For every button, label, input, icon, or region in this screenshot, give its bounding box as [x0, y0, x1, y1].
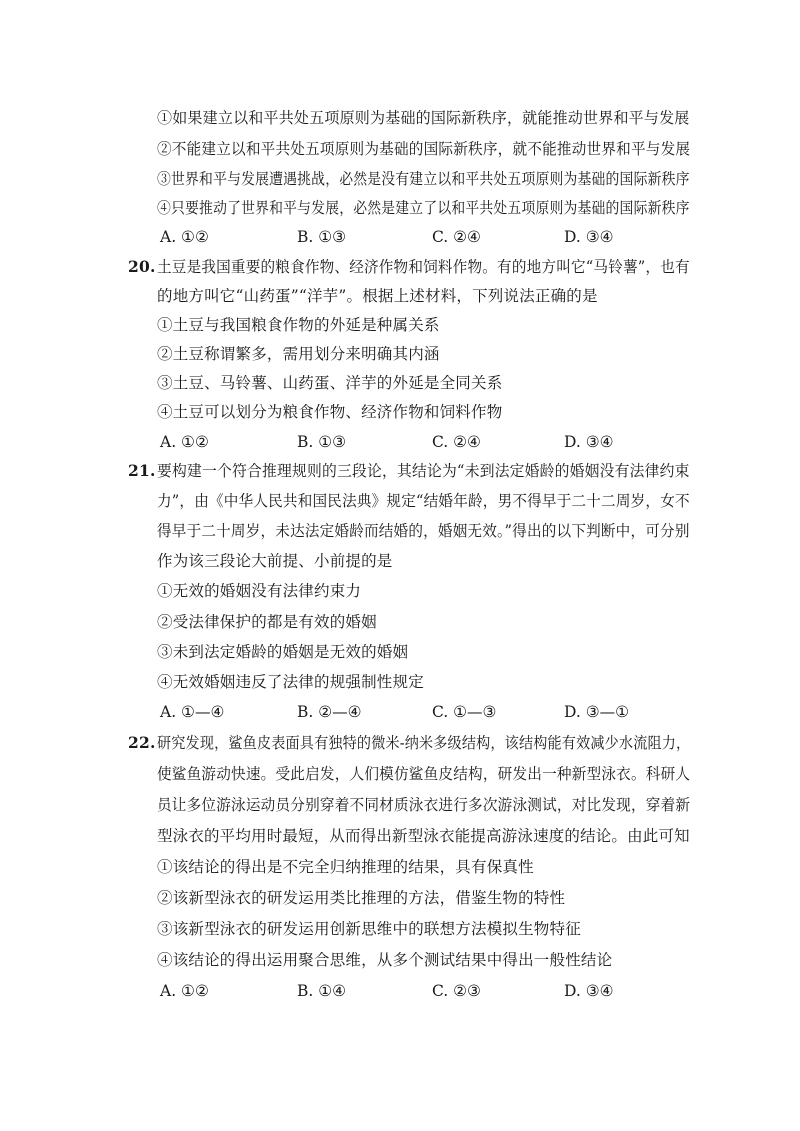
q20-statement-1: ①土豆与我国粮食作物的外延是种属关系: [157, 316, 440, 334]
q22-option-a: A. ①②: [160, 982, 209, 1000]
q20-option-a: A. ①②: [160, 433, 209, 451]
q21-statement-2: ②受法律保护的都是有效的婚姻: [157, 613, 377, 631]
q21-stem-line-3: 得早于二十周岁，未达法定婚龄而结婚的，婚姻无效。”得出的以下判断中，可分别: [157, 522, 690, 540]
q22-stem-line-3: 员让多位游泳运动员分别穿着不同材质泳衣进行多次游泳测试，对比发现，穿着新: [157, 796, 691, 814]
q22-option-c: C. ②③: [432, 982, 481, 1000]
q19-statement-1: ①如果建立以和平共处五项原则为基础的国际新秩序，就能推动世界和平与发展: [157, 109, 690, 127]
q22-stem-line-2: 使鲨鱼游动快速。受此启发，人们模仿鲨鱼皮结构，研发出一种新型泳衣。科研人: [157, 765, 691, 783]
q20-stem-line-2: 的地方叫它“山药蛋”“洋芋”。根据上述材料，下列说法正确的是: [157, 287, 598, 305]
q19-statement-4: ④只要推动了世界和平与发展，必然是建立了以和平共处五项原则为基础的国际新秩序: [157, 199, 690, 217]
q20-option-b: B. ①③: [297, 433, 347, 451]
q21-statement-3: ③未到法定婚龄的婚姻是无效的婚姻: [157, 643, 409, 661]
q21-stem-line-1: 要构建一个符合推理规则的三段论，其结论为“未到法定婚龄的婚姻没有法律约束: [157, 462, 690, 480]
q22-option-d: D. ③④: [564, 982, 614, 1000]
q20-option-c: C. ②④: [432, 433, 481, 451]
q20-statement-3: ③土豆、马铃薯、山药蛋、洋芋的外延是全同关系: [157, 374, 503, 392]
q22-number: 22.: [128, 733, 156, 752]
q19-statement-3: ③世界和平与发展遭遇挑战，必然是没有建立以和平共处五项原则为基础的国际新秩序: [157, 170, 690, 188]
q21-option-c: C. ①—③: [432, 703, 497, 721]
q21-stem-line-2: 力”，由《中华人民共和国民法典》规定“结婚年龄，男不得早于二十二周岁，女不: [157, 492, 690, 510]
q22-statement-2: ②该新型泳衣的研发运用类比推理的方法，借鉴生物的特性: [157, 889, 566, 907]
q22-statement-3: ③该新型泳衣的研发运用创新思维中的联想方法模拟生物特征: [157, 920, 581, 938]
q19-option-c: C. ②④: [432, 228, 481, 246]
q22-statement-1: ①该结论的得出是不完全归纳推理的结果，具有保真性: [157, 858, 534, 876]
q21-statement-1: ①无效的婚姻没有法律约束力: [157, 582, 362, 600]
q22-stem-line-1: 研究发现，鲨鱼皮表面具有独特的微米-纳米多级结构，该结构能有效减少水流阻力，: [157, 734, 691, 752]
q20-option-d: D. ③④: [564, 433, 614, 451]
q21-option-b: B. ②—④: [297, 703, 362, 721]
q19-option-d: D. ③④: [564, 228, 614, 246]
q21-option-a: A. ①—④: [160, 703, 225, 721]
q20-statement-2: ②土豆称谓繁多，需用划分来明确其内涵: [157, 345, 440, 363]
q21-statement-4: ④无效婚姻违反了法律的规强制性规定: [157, 673, 424, 691]
q21-number: 21.: [128, 461, 156, 480]
q22-option-b: B. ①④: [297, 982, 347, 1000]
q19-option-b: B. ①③: [297, 228, 347, 246]
q21-option-d: D. ③—①: [564, 703, 630, 721]
q22-stem-line-4: 型泳衣的平均用时最短，从而得出新型泳衣能提高游泳速度的结论。由此可知: [157, 827, 690, 845]
q21-stem-line-4: 作为该三段论大前提、小前提的是: [157, 552, 393, 570]
q19-statement-2: ②不能建立以和平共处五项原则为基础的国际新秩序，就不能推动世界和平与发展: [157, 140, 691, 158]
q20-statement-4: ④土豆可以划分为粮食作物、经济作物和饲料作物: [157, 403, 503, 421]
q19-option-a: A. ①②: [160, 228, 209, 246]
q20-stem-line-1: 土豆是我国重要的粮食作物、经济作物和饲料作物。有的地方叫它“马铃薯”，也有: [157, 258, 690, 276]
q22-statement-4: ④该结论的得出运用聚合思维，从多个测试结果中得出一般性结论: [157, 951, 613, 969]
q20-number: 20.: [128, 257, 156, 276]
